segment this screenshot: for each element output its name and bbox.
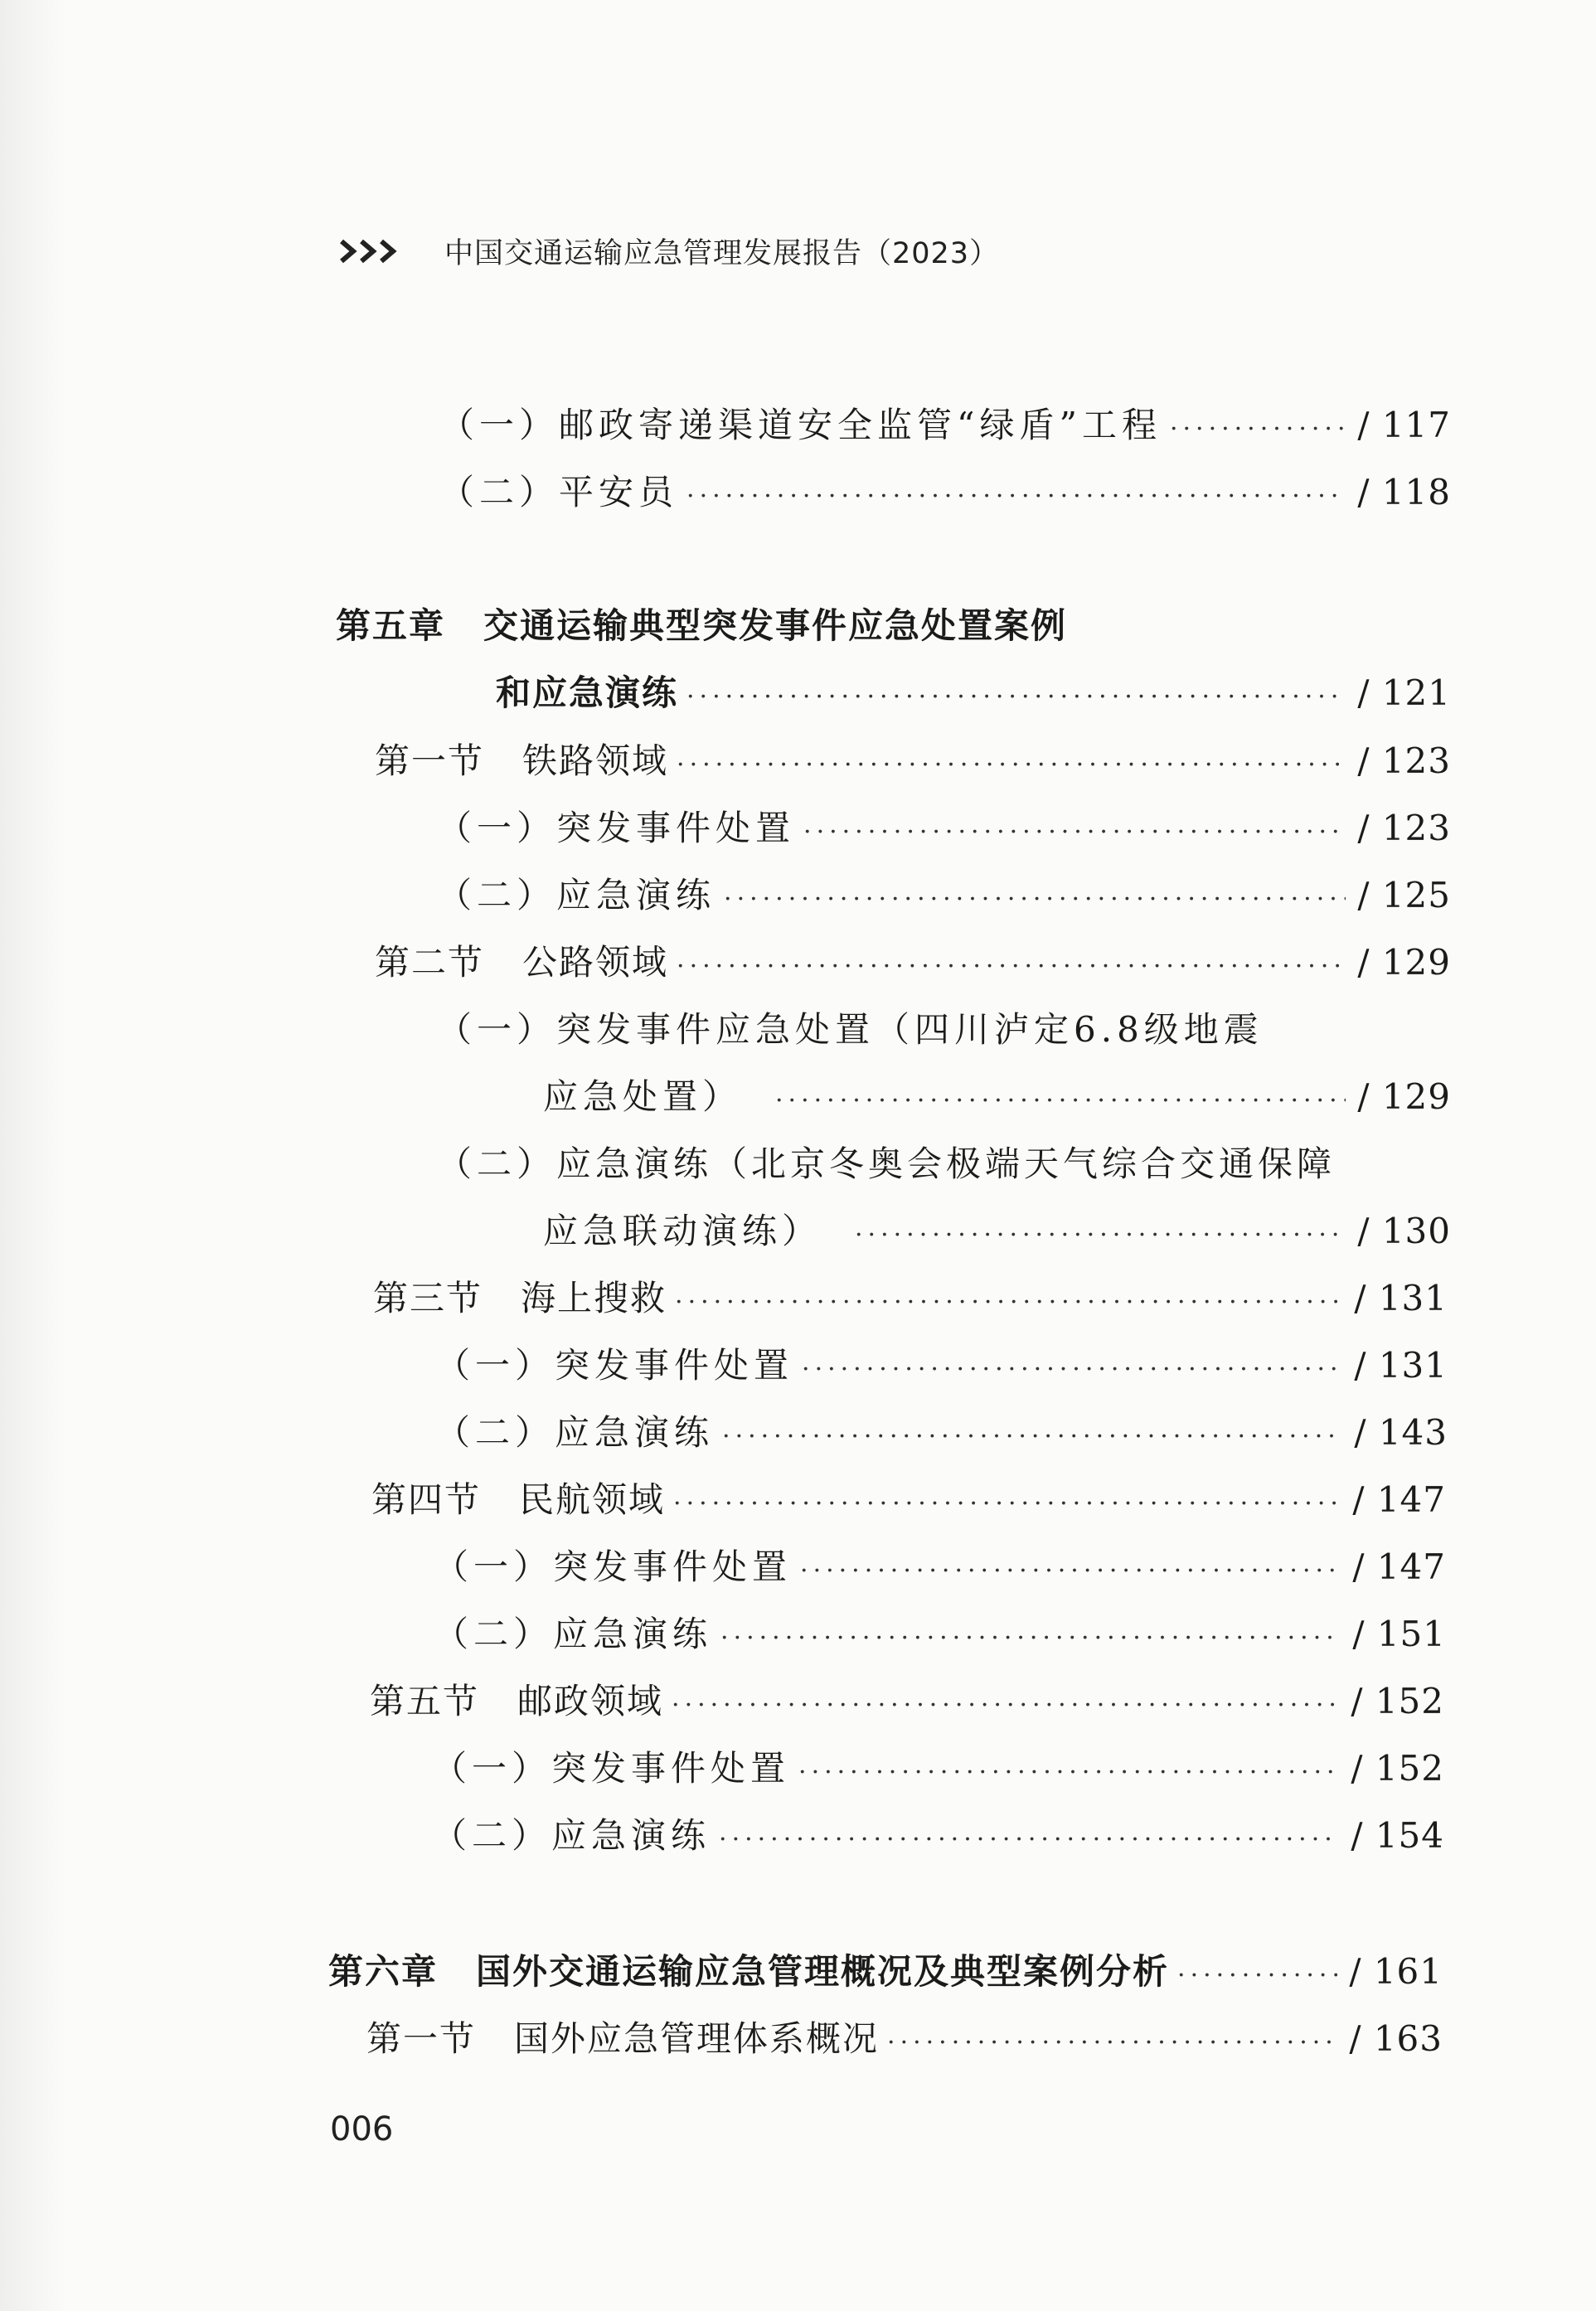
entry-title: 邮政寄递渠道安全监管“绿盾”工程: [559, 405, 1162, 445]
toc-entry[interactable]: [439, 398, 1451, 448]
toc-entry[interactable]: [435, 1406, 1448, 1455]
dot-leader: [802, 1352, 1342, 1388]
chapter-title-continued: 和应急演练: [496, 672, 679, 713]
dot-leader: [686, 478, 1346, 515]
entry-page: / 161: [1349, 1951, 1443, 1992]
entry-page: / 143: [1354, 1412, 1448, 1453]
header-title: 中国交通运输应急管理发展报告（2023）: [444, 237, 1000, 270]
entry-title: 应急演练: [551, 1815, 711, 1856]
toc-entry[interactable]: [435, 1338, 1448, 1388]
entry-page: / 129: [1357, 1076, 1451, 1117]
dot-leader: [1177, 1958, 1337, 1994]
entry-number: （二）: [437, 1143, 557, 1184]
toc-entry-continuation[interactable]: [543, 1204, 1451, 1254]
entry-page: / 163: [1349, 2018, 1443, 2059]
entry-page: / 123: [1357, 740, 1451, 781]
toc-entry[interactable]: [432, 1809, 1444, 1858]
entry-title: 平安员: [559, 472, 679, 512]
dot-leader: [686, 679, 1346, 716]
triple-chevron-icon: [340, 239, 401, 264]
dot-leader: [775, 1083, 1346, 1119]
entry-page: / 147: [1352, 1479, 1446, 1520]
toc-section[interactable]: [375, 935, 1451, 985]
section-number: 第二节: [375, 942, 485, 983]
toc-chapter-continuation[interactable]: [496, 666, 1451, 716]
section-number: 第一节: [375, 740, 485, 781]
dot-leader: [798, 1755, 1339, 1791]
toc-section[interactable]: [371, 1473, 1446, 1522]
entry-page: / 154: [1351, 1815, 1444, 1856]
entry-title: 应急演练: [553, 1614, 713, 1654]
dot-leader: [1170, 411, 1346, 448]
dot-leader: [673, 1486, 1341, 1522]
chapter-number: 第五章: [336, 605, 446, 646]
entry-title: 应急演练（北京冬奥会极端天气综合交通保障: [556, 1143, 1336, 1184]
section-title: 民航领域: [519, 1479, 666, 1520]
dot-leader: [677, 747, 1346, 784]
entry-title: 突发事件处置: [555, 1345, 794, 1386]
entry-number: （一）: [437, 808, 557, 848]
entry-page: / 147: [1352, 1546, 1446, 1587]
entry-number: （一）: [437, 1009, 557, 1050]
dot-leader: [672, 1687, 1339, 1724]
toc-section[interactable]: [375, 734, 1451, 784]
toc-entry[interactable]: [437, 1003, 1264, 1052]
toc-section[interactable]: [370, 1674, 1444, 1724]
dot-leader: [800, 1553, 1341, 1590]
entry-number: （一）: [434, 1546, 554, 1587]
section-title: 公路领域: [522, 942, 669, 983]
toc-chapter-heading[interactable]: [336, 599, 1067, 648]
entry-title-continued: 应急处置）: [543, 1076, 743, 1117]
toc-entry[interactable]: [434, 1607, 1446, 1657]
entry-title: 应急演练: [555, 1412, 715, 1453]
toc-entry-continuation[interactable]: [543, 1070, 1451, 1119]
section-number: 第四节: [371, 1479, 482, 1520]
section-title: 国外应急管理体系概况: [514, 2018, 880, 2059]
page-number: 006: [330, 2110, 394, 2148]
dot-leader: [724, 881, 1346, 918]
entry-title: 应急演练: [556, 875, 716, 915]
chapter-number: 第六章: [328, 1951, 439, 1992]
entry-page: / 121: [1357, 672, 1451, 713]
dot-leader: [803, 814, 1346, 851]
section-title: 海上搜救: [521, 1278, 667, 1318]
entry-number: （二）: [437, 875, 557, 915]
dot-leader: [722, 1419, 1342, 1455]
toc-entry[interactable]: [437, 868, 1451, 918]
section-number: 第三节: [373, 1278, 483, 1318]
toc-chapter-heading[interactable]: [328, 1944, 1443, 1994]
entry-page: / 118: [1357, 472, 1451, 512]
section-title: 邮政领域: [517, 1681, 664, 1721]
section-number: 第五节: [370, 1681, 480, 1721]
entry-title-continued: 应急联动演练）: [543, 1211, 822, 1251]
toc-entry[interactable]: [437, 801, 1451, 851]
dot-leader: [675, 1284, 1342, 1321]
section-number: 第一节: [366, 2018, 477, 2059]
toc-entry[interactable]: [439, 465, 1451, 515]
dot-leader: [887, 2025, 1337, 2061]
entry-page: / 129: [1357, 942, 1451, 983]
entry-page: / 117: [1357, 405, 1451, 445]
entry-page: / 125: [1357, 875, 1451, 915]
entry-title: 突发事件处置: [551, 1748, 791, 1789]
dot-leader: [720, 1620, 1341, 1657]
entry-number: （二）: [435, 1412, 555, 1453]
entry-page: / 151: [1352, 1614, 1446, 1654]
running-header: [340, 231, 999, 272]
entry-page: / 152: [1351, 1681, 1444, 1721]
toc-section[interactable]: [373, 1271, 1448, 1321]
dot-leader: [719, 1822, 1339, 1858]
entry-page: / 123: [1357, 808, 1451, 848]
entry-page: / 130: [1357, 1211, 1451, 1251]
toc-entry[interactable]: [432, 1741, 1444, 1791]
entry-number: （一）: [439, 405, 560, 445]
entry-page: / 131: [1354, 1345, 1448, 1386]
scan-shadow: [0, 0, 66, 2311]
entry-number: （一）: [432, 1748, 552, 1789]
entry-page: / 131: [1354, 1278, 1448, 1318]
entry-title: 突发事件处置: [553, 1546, 793, 1587]
entry-title: 突发事件应急处置（四川泸定6.8级地震: [556, 1009, 1264, 1050]
toc-entry[interactable]: [437, 1137, 1336, 1187]
section-title: 铁路领域: [522, 740, 669, 781]
chapter-title: 交通运输典型突发事件应急处置案例: [483, 605, 1068, 646]
entry-page: / 152: [1351, 1748, 1444, 1789]
dot-leader: [855, 1217, 1346, 1254]
toc-entry[interactable]: [434, 1540, 1446, 1590]
entry-number: （二）: [439, 472, 560, 512]
entry-number: （一）: [435, 1345, 555, 1386]
dot-leader: [677, 949, 1346, 985]
entry-title: 突发事件处置: [556, 808, 796, 848]
entry-number: （二）: [432, 1815, 552, 1856]
entry-number: （二）: [434, 1614, 554, 1654]
toc-section[interactable]: [366, 2012, 1443, 2061]
chapter-title: 国外交通运输应急管理概况及典型案例分析: [476, 1951, 1170, 1992]
